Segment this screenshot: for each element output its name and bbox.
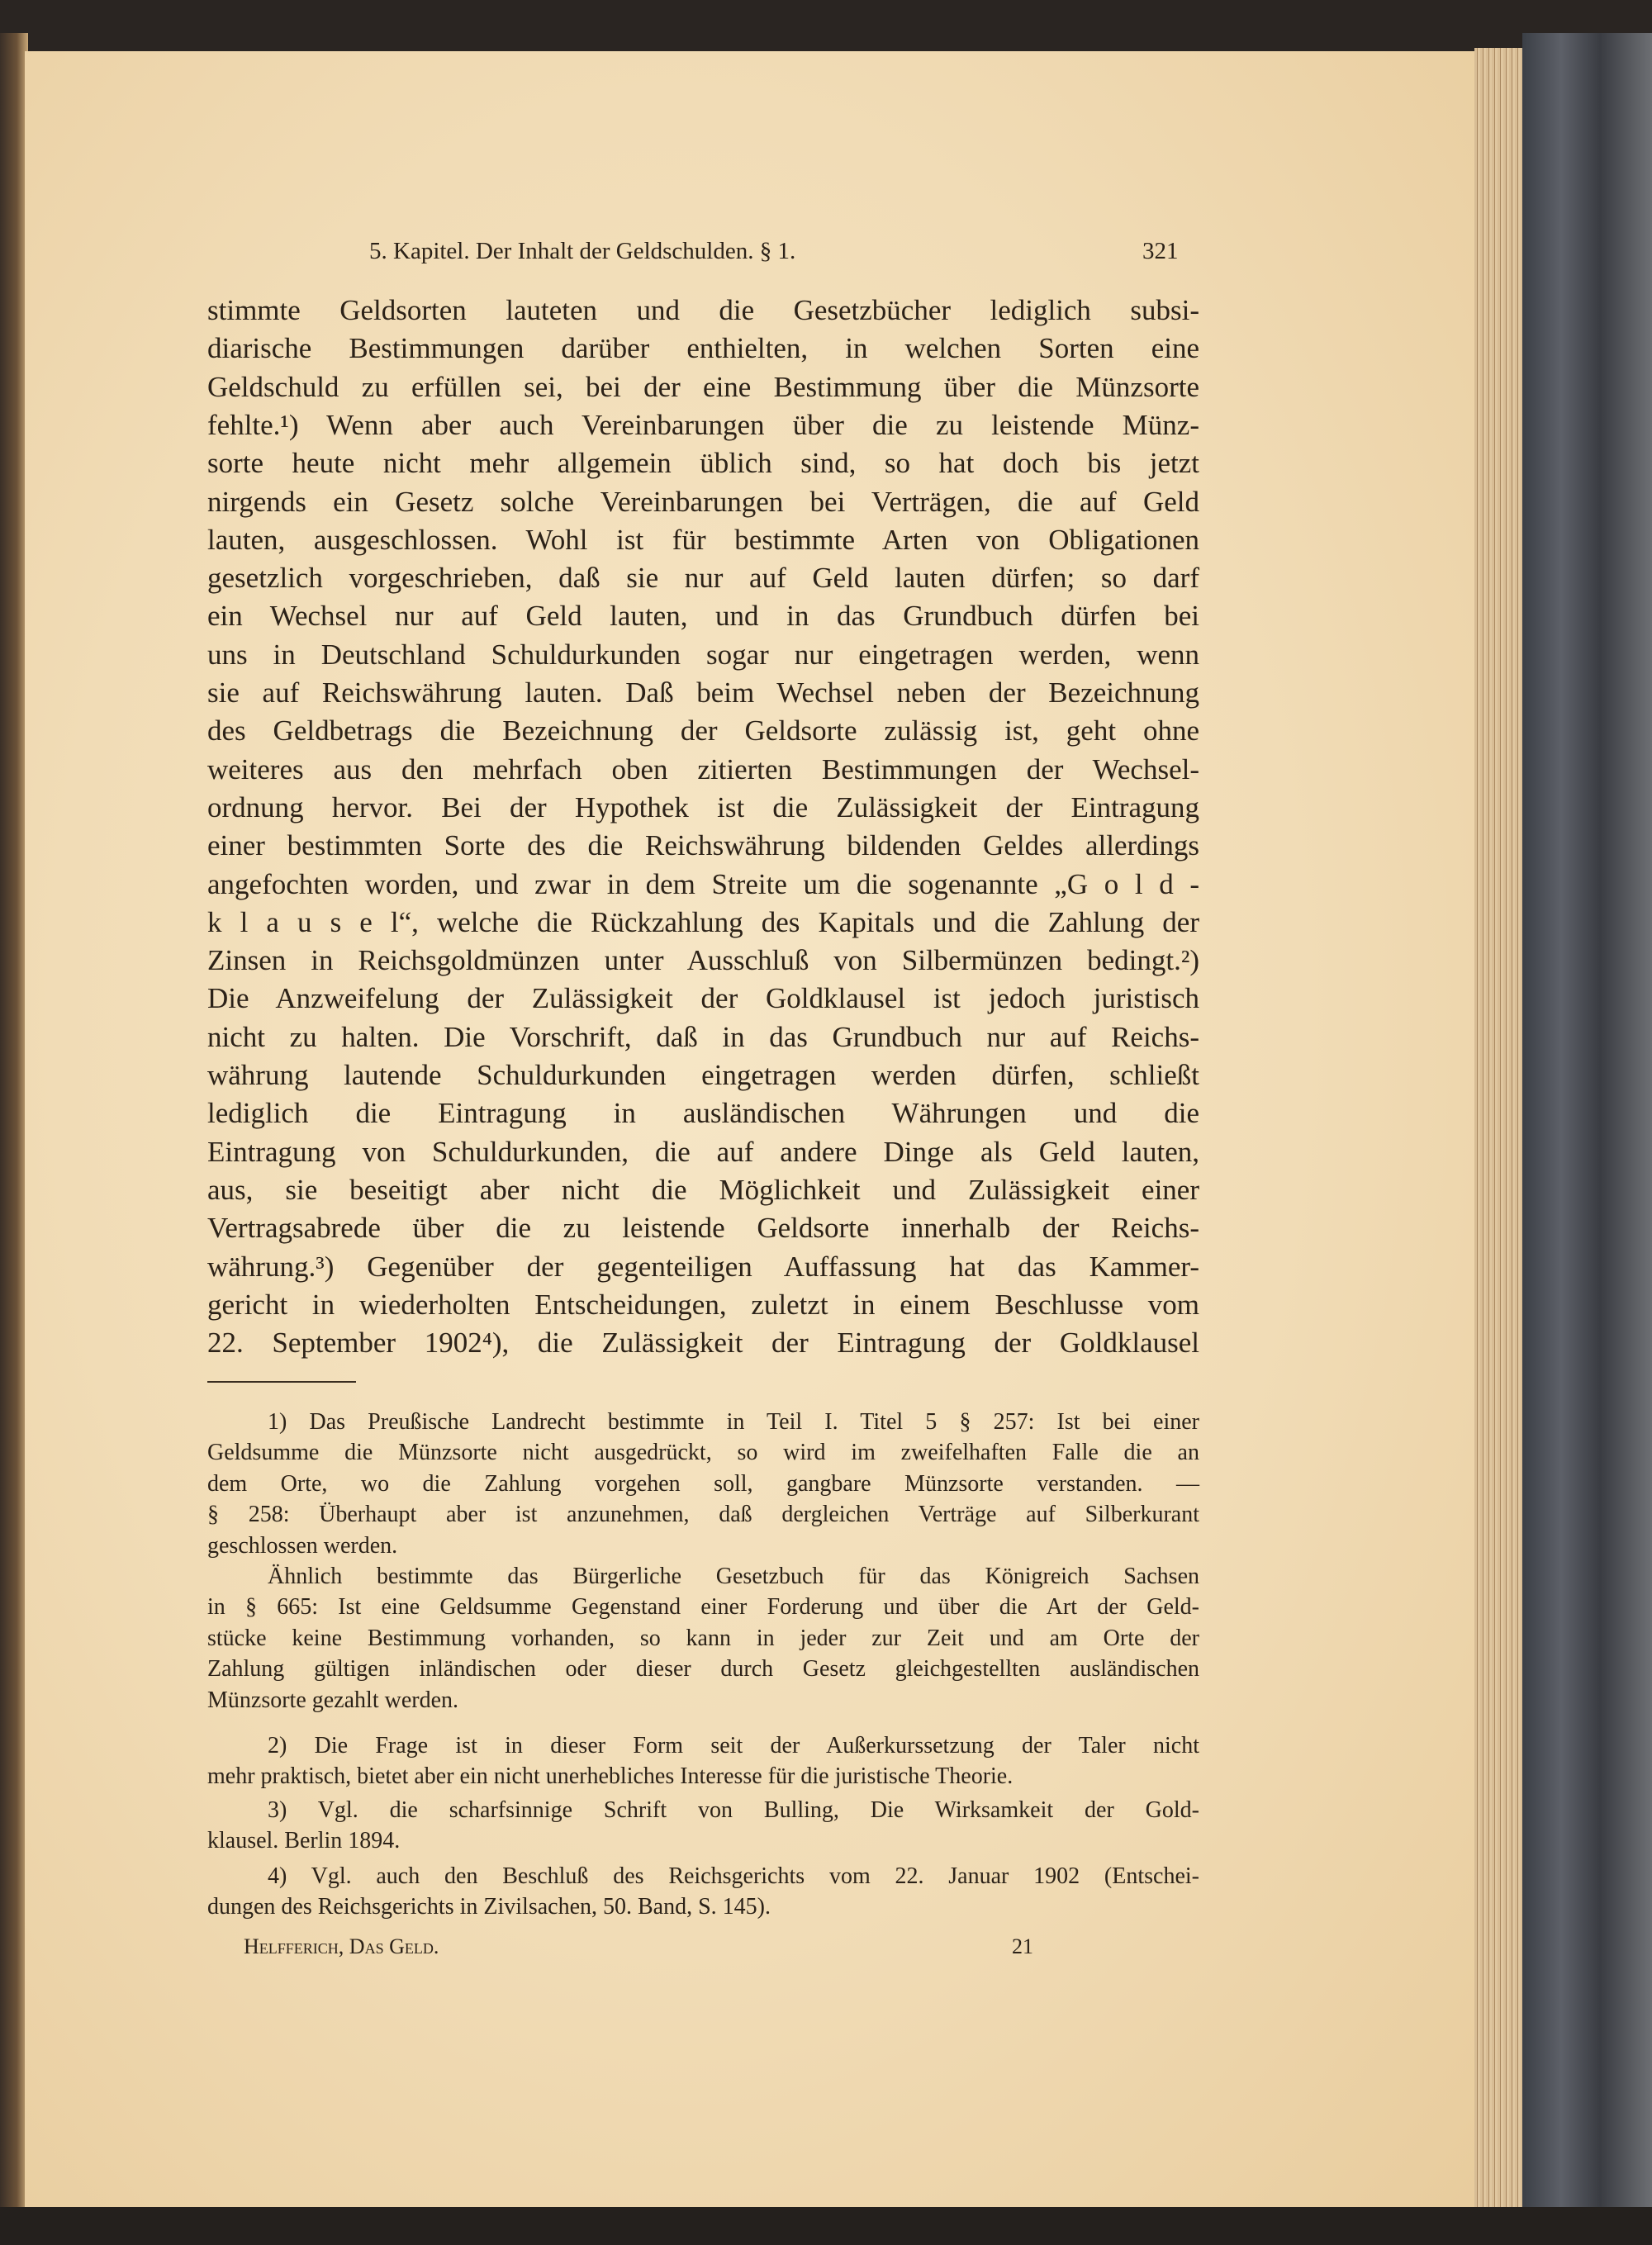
text-line: Geldschuld zu erfüllen sei, bei der eine Bestimmung über die Münzsorte — [207, 370, 1199, 403]
sheet-number: 21 — [1012, 1934, 1033, 1958]
footnote-line: 3) Vgl. die scharfsinnige Schrift von Bulling, Die Wirksamkeit der Gold- — [268, 1797, 1199, 1823]
book-binding-left — [0, 33, 28, 2214]
footnote-line: 1) Das Preußische Landrecht bestimmte in Teil I. Titel 5 § 257: Ist bei einer — [268, 1409, 1199, 1435]
text-line: des Geldbetrags die Bezeichnung der Geldsorte zulässig ist, geht ohne — [207, 714, 1199, 748]
text-line: aus, sie beseitigt aber nicht die Möglichkeit und Zulässigkeit einer — [207, 1173, 1199, 1206]
text-line: k l a u s e l“, welche die Rückzahlung des Kapitals und die Zahlung der — [207, 905, 1199, 938]
text-line: uns in Deutschland Schuldurkunden sogar nur eingetragen werden, wenn — [207, 638, 1199, 671]
text-line: weiteres aus den mehrfach oben zitierten Bestimmungen der Wechsel- — [207, 752, 1199, 786]
footnote-line: stücke keine Bestimmung vorhanden, so kann in jeder zur Zeit und am Orte der — [207, 1625, 1199, 1651]
text-line: ordnung hervor. Bei der Hypothek ist die Zulässigkeit der Eintragung — [207, 790, 1199, 823]
text-line: Eintragung von Schuldurkunden, die auf andere Dinge als Geld lauten, — [207, 1135, 1199, 1168]
text-line: sie auf Reichswährung lauten. Daß beim Wechsel neben der Bezeichnung — [207, 676, 1199, 709]
text-line: währung.³) Gegenüber der gegenteiligen Auffassung hat das Kammer- — [207, 1250, 1199, 1283]
text-line: ein Wechsel nur auf Geld lauten, und in das Grundbuch dürfen bei — [207, 600, 1199, 633]
text-line: lediglich die Eintragung in ausländischen Währungen und die — [207, 1097, 1199, 1130]
footnote-line: Ähnlich bestimmte das Bürgerliche Gesetzbuch für das Königreich Sachsen — [268, 1564, 1199, 1589]
scan-background-top — [0, 0, 1652, 51]
scan-background-bottom — [0, 2207, 1652, 2245]
footnote-line: dungen des Reichsgerichts in Zivilsachen, 50. Band, S. 145). — [207, 1894, 771, 1920]
text-line: gesetzlich vorgeschrieben, daß sie nur auf Geld lauten dürfen; so darf — [207, 562, 1199, 595]
page-edges — [1474, 48, 1522, 2210]
page-number: 321 — [1142, 238, 1179, 264]
text-line: stimmte Geldsorten lauteten und die Gesetzbücher lediglich subsi- — [207, 294, 1199, 326]
footnote-line: 2) Die Frage ist in dieser Form seit der Außerkurssetzung der Taler nicht — [268, 1733, 1199, 1759]
footnote-line: geschlossen werden. — [207, 1532, 398, 1559]
footnote-line: Münzsorte gezahlt werden. — [207, 1687, 458, 1713]
footnote-line: Geldsumme die Münzsorte nicht ausgedrückt, so wird im zweifelhaften Falle die an — [207, 1440, 1199, 1466]
footnote-line: 4) Vgl. auch den Beschluß des Reichsgerichts vom 22. Januar 1902 (Entschei- — [268, 1863, 1199, 1889]
footnote-line: § 258: Überhaupt aber ist anzunehmen, daß dergleichen Verträge auf Silberkurant — [207, 1502, 1199, 1528]
footnote-separator — [207, 1381, 356, 1383]
text-line: Zinsen in Reichsgoldmünzen unter Ausschluß von Silbermünzen bedingt.²) — [207, 944, 1199, 977]
footnote-line: mehr praktisch, bietet aber ein nicht unerhebliches Interesse für die juristische Theorie. — [207, 1763, 1014, 1790]
text-line: 22. September 1902⁴), die Zulässigkeit der Eintragung der Goldklausel — [207, 1327, 1199, 1360]
text-line: einer bestimmten Sorte des die Reichswährung bildenden Geldes allerdings — [207, 829, 1199, 862]
text-line: angefochten worden, und zwar in dem Streite um die sogenannte „G o l d - — [207, 867, 1199, 900]
text-line: fehlte.¹) Wenn aber auch Vereinbarungen über die zu leistende Münz- — [207, 408, 1199, 441]
text-line: sorte heute nicht mehr allgemein üblich sind, so hat doch bis jetzt — [207, 447, 1199, 480]
text-line: gericht in wiederholten Entscheidungen, zuletzt in einem Beschlusse vom — [207, 1288, 1199, 1321]
footnote-line: klausel. Berlin 1894. — [207, 1828, 401, 1854]
footnote-line: dem Orte, wo die Zahlung vorgehen soll, gangbare Münzsorte verstanden. — — [207, 1470, 1199, 1497]
text-line: Die Anzweifelung der Zulässigkeit der Goldklausel ist jedoch juristisch — [207, 982, 1199, 1015]
text-line: währung lautende Schuldurkunden eingetragen werden dürfen, schließt — [207, 1059, 1199, 1091]
text-line: nirgends ein Gesetz solche Vereinbarungen bei Verträgen, die auf Geld — [207, 485, 1199, 518]
text-line: nicht zu halten. Die Vorschrift, daß in das Grundbuch nur auf Reichs- — [207, 1020, 1199, 1053]
footnote-line: in § 665: Ist eine Geldsumme Gegenstand einer Forderung und über die Art der Geld- — [207, 1594, 1199, 1621]
footer-signature: Helfferich, Das Geld. — [244, 1934, 439, 1958]
text-line: Vertragsabrede über die zu leistende Geldsorte innerhalb der Reichs- — [207, 1212, 1199, 1245]
running-title: 5. Kapitel. Der Inhalt der Geldschulden. § 1. — [369, 238, 796, 264]
book-cover — [1522, 33, 1652, 2222]
text-line: diarische Bestimmungen darüber enthielten, in welchen Sorten eine — [207, 332, 1199, 365]
text-line: lauten, ausgeschlossen. Wohl ist für bestimmte Arten von Obligationen — [207, 523, 1199, 556]
footnote-line: Zahlung gültigen inländischen oder dieser durch Gesetz gleichgestellten ausländischen — [207, 1656, 1199, 1683]
